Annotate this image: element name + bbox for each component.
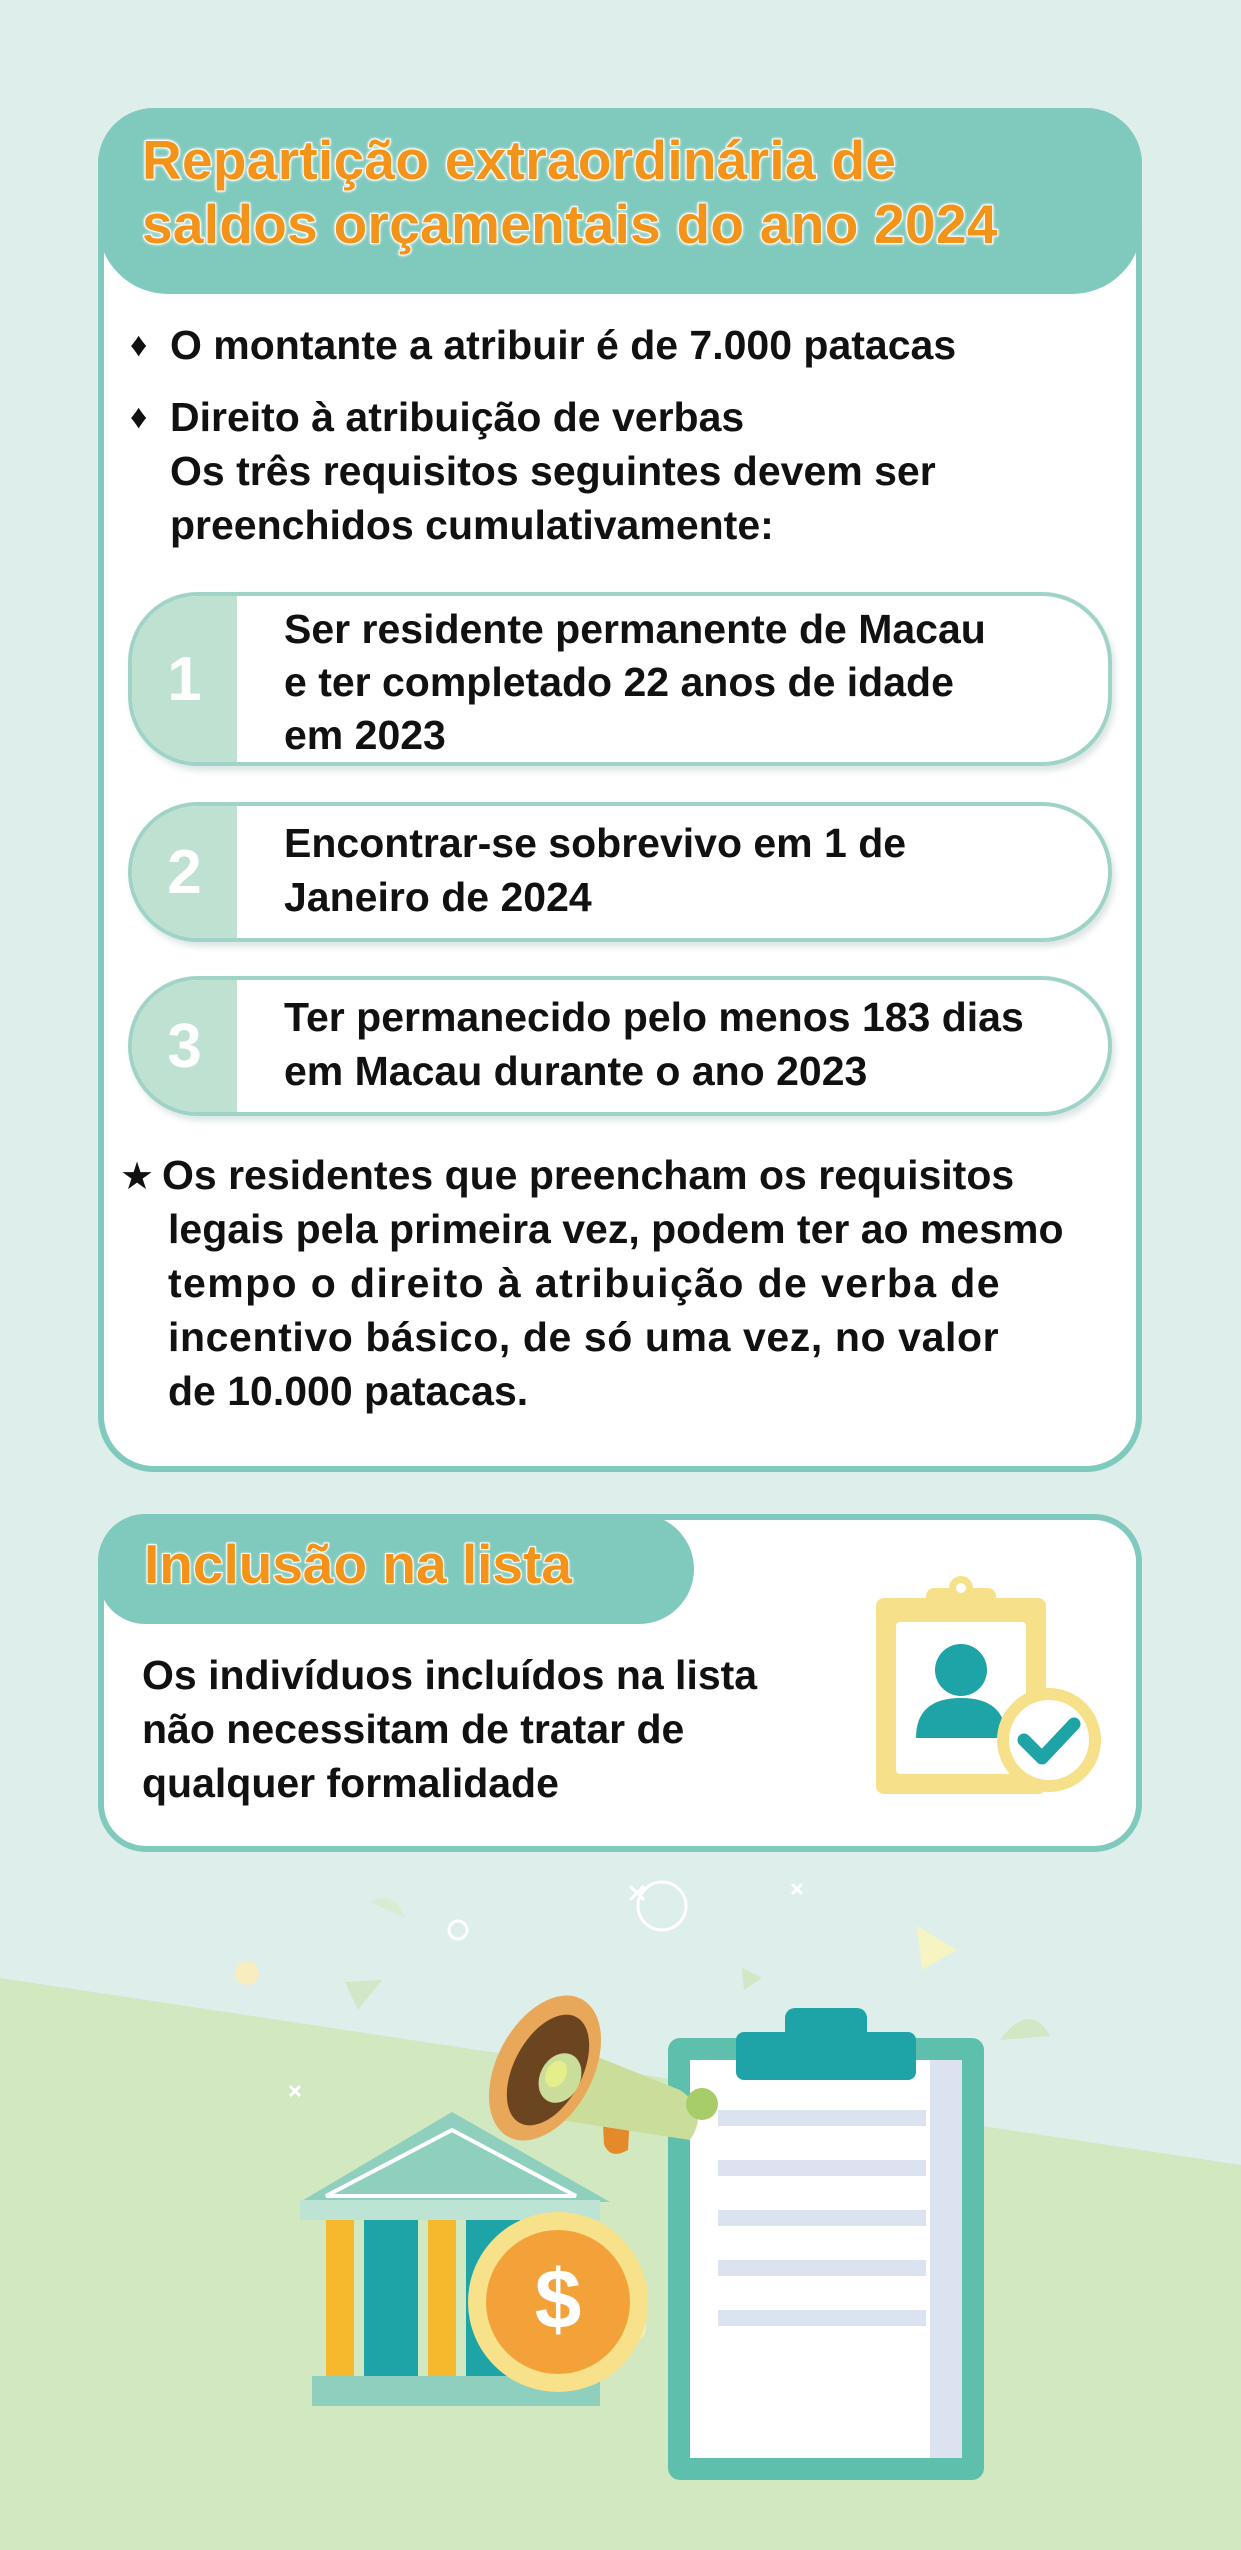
requirement-1	[128, 592, 1112, 766]
requirement-number: 2	[132, 806, 237, 938]
star-icon: ★	[120, 1156, 155, 1198]
note-line-5: de 10.000 patacas.	[168, 1368, 529, 1414]
entitlement-bullet-line-1: Direito à atribuição de verbas	[170, 394, 745, 440]
eligibility-card-header	[98, 108, 1142, 294]
requirement-number: 1	[132, 596, 237, 762]
requirement-text: em Macau durante o ano 2023	[284, 1048, 868, 1094]
inclusion-card	[98, 1514, 1142, 1852]
dollar-coin-icon	[468, 2212, 648, 2392]
requirement-text: Janeiro de 2024	[284, 874, 592, 920]
decorative-illustration	[0, 1860, 1241, 2550]
note-line-2: legais pela primeira vez, podem ter ao mesmo	[168, 1206, 1064, 1252]
eligibility-title-line-2: saldos orçamentais do ano 2024	[142, 193, 998, 255]
requirement-2	[128, 802, 1112, 942]
entitlement-bullet-line-3: preenchidos cumulativamente:	[170, 502, 774, 548]
inclusion-text-line-2: não necessitam de tratar de	[142, 1706, 685, 1752]
clipboard-user-check-icon	[864, 1570, 1124, 1810]
note-line-1: Os residentes que preencham os requisitos	[162, 1152, 1015, 1198]
note-line-4: incentivo básico, de só uma vez, no valor	[168, 1314, 1000, 1360]
inclusion-text-line-1: Os indivíduos incluídos na lista	[142, 1652, 758, 1698]
inclusion-text-line-3: qualquer formalidade	[142, 1760, 559, 1806]
requirement-text: Encontrar-se sobrevivo em 1 de	[284, 820, 907, 866]
requirement-3	[128, 976, 1112, 1116]
inclusion-title: Inclusão na lista	[144, 1533, 572, 1595]
dollar-sign: $	[534, 2252, 582, 2346]
diamond-bullet-icon: ♦	[130, 398, 148, 436]
requirement-text: em 2023	[284, 712, 446, 758]
requirement-text: Ter permanecido pelo menos 183 dias	[284, 994, 1024, 1040]
entitlement-bullet-line-2: Os três requisitos seguintes devem ser	[170, 448, 936, 494]
diamond-bullet-icon: ♦	[130, 326, 148, 364]
inclusion-card-header	[98, 1514, 694, 1624]
requirement-text: e ter completado 22 anos de idade	[284, 659, 954, 705]
eligibility-title-line-1: Repartição extraordinária de	[142, 129, 897, 191]
requirement-number: 3	[132, 980, 237, 1112]
clipboard-list-icon	[668, 2008, 984, 2480]
requirement-text: Ser residente permanente de Macau	[284, 606, 986, 652]
note-line-3: tempo o direito à atribuição de verba de	[168, 1260, 1001, 1306]
amount-bullet: O montante a atribuir é de 7.000 patacas	[170, 322, 957, 368]
